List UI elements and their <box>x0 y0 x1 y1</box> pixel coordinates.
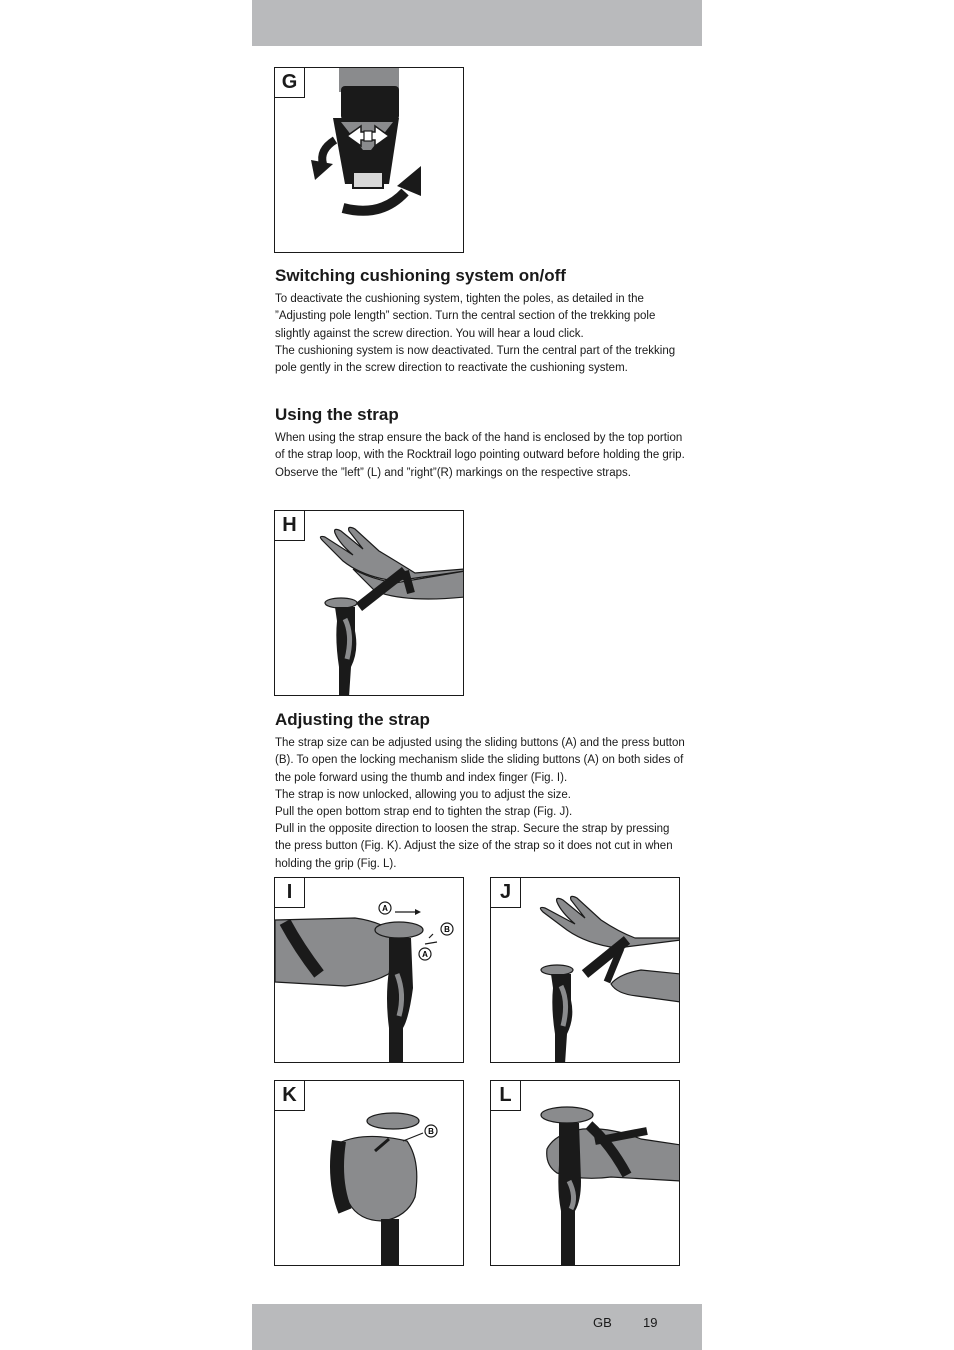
footer-bar <box>252 1304 702 1350</box>
section-title-using-strap: Using the strap <box>275 405 399 424</box>
figure-label: K <box>275 1081 305 1111</box>
header-bar <box>252 0 702 46</box>
figure-g <box>274 67 464 253</box>
footer-language: GB <box>593 1315 612 1330</box>
adjusting-strap-body-2: The strap is now unlocked, allowing you to adjust the size. <box>275 789 571 801</box>
figure-k <box>274 1080 464 1266</box>
figure-l <box>490 1080 680 1266</box>
figure-i <box>274 877 464 1063</box>
figure-label: I <box>275 878 305 908</box>
section-title-adjusting-strap: Adjusting the strap <box>275 710 430 729</box>
section-title-cushioning: Switching cushioning system on/off <box>275 266 566 285</box>
using-strap-body: When using the strap ensure the back of the hand is enclosed by the top portion of the strap loop, with the Rocktrail logo pointing outward before holding the grip. Observe the ”left” (L) and ”right”(R) markings on the respective straps. <box>275 432 685 479</box>
adjusting-strap-body-3: Pull the open bottom strap end to tighten the strap (Fig. J). <box>275 806 573 818</box>
page-number: 19 <box>643 1315 658 1330</box>
callout-a-bottom: A <box>422 950 428 959</box>
adjusting-strap-body-4: Pull in the opposite direction to loosen the strap. Secure the strap by pressing the press button (Fig. K). Adjust the size of the strap so it does not cut in when holding the grip (Fig. L). <box>275 823 673 870</box>
callout-b: B <box>428 1127 434 1136</box>
cushioning-body-2: The cushioning system is now deactivated. Turn the central part of the trekking pole gently in the screw direction to reactivate the cushioning system. <box>275 345 676 375</box>
callout-b: B <box>444 925 450 934</box>
figure-label: J <box>491 878 521 908</box>
callout-a-top: A <box>382 904 388 913</box>
figure-label: L <box>491 1081 521 1111</box>
figure-label: H <box>275 511 305 541</box>
adjusting-strap-body: The strap size can be adjusted using the sliding buttons (A) and the press button (B). To open the locking mechanism slide the sliding buttons (A) on both sides of the pole forward using the thumb and index finger (Fig. I). <box>275 737 685 784</box>
cushioning-body: To deactivate the cushioning system, tighten the poles, as detailed in the ”Adjusting pole length” section. Turn the central section of the trekking pole slightly against the screw direction. You will hear a loud click. <box>275 293 656 340</box>
figure-h <box>274 510 464 696</box>
figure-j <box>490 877 680 1063</box>
figure-label: G <box>275 68 305 98</box>
